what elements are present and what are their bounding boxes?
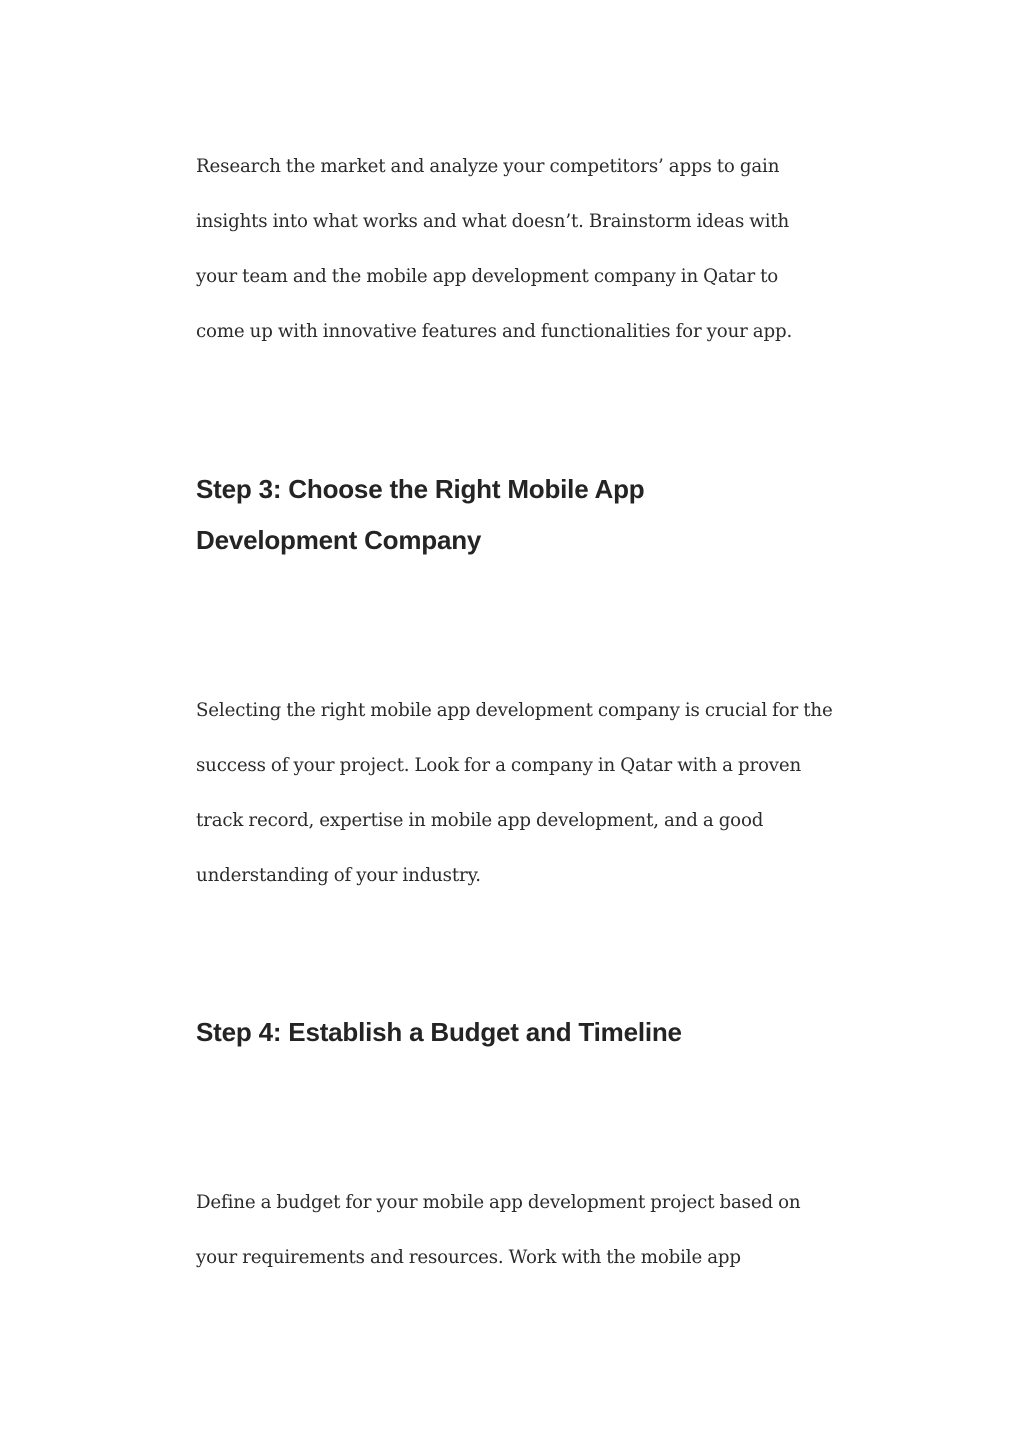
heading-line: Development Company [196, 525, 482, 555]
heading-line: Step 3: Choose the Right Mobile App [196, 474, 645, 504]
paragraph-line: your requirements and resources. Work with the mobile app [196, 1247, 741, 1268]
paragraph-line: Define a budget for your mobile app development project based on [196, 1192, 801, 1213]
paragraph-line: success of your project. Look for a company in Qatar with a proven [196, 755, 802, 776]
paragraph-line: your team and the mobile app development company in Qatar to [196, 266, 779, 287]
heading-line: Step 4: Establish a Budget and Timeline [196, 1017, 682, 1047]
paragraph-line: Research the market and analyze your competitors’ apps to gain [196, 156, 780, 177]
paragraph-line: come up with innovative features and functionalities for your app. [196, 321, 793, 342]
paragraph-line: track record, expertise in mobile app development, and a good [196, 810, 764, 831]
paragraph-line: Selecting the right mobile app development company is crucial for the [196, 700, 833, 721]
paragraph-line: insights into what works and what doesn’t. Brainstorm ideas with [196, 211, 790, 232]
paragraph-line: understanding of your industry. [196, 865, 481, 886]
